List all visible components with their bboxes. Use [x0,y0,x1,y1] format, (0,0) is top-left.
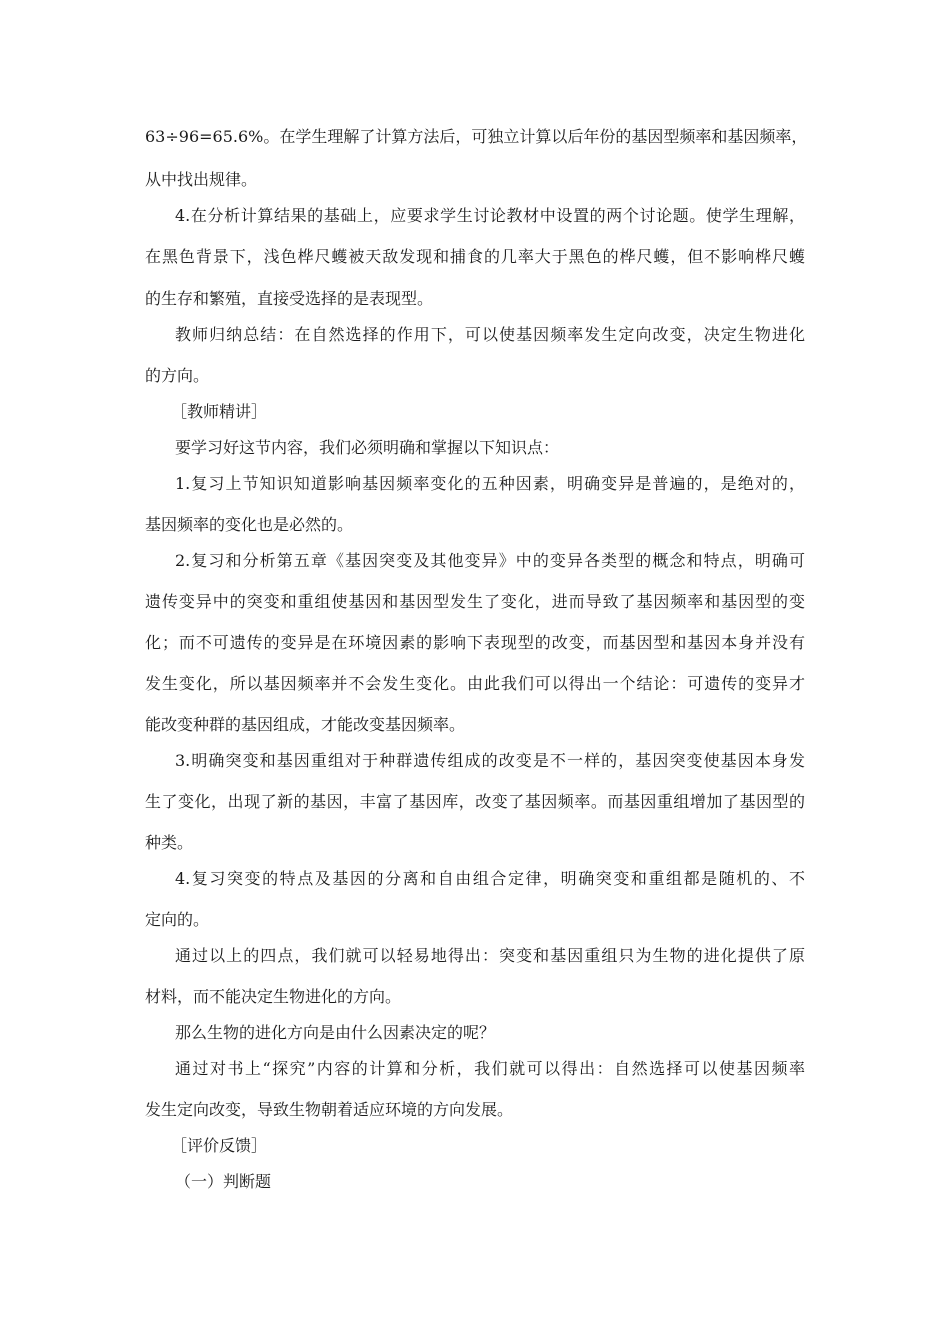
text-line: 遗传变异中的突变和重组使基因和基因型发生了变化，进而导致了基因频率和基因型的变 [145,592,805,611]
section-heading: ［教师精讲］ [171,402,268,421]
text-line: 能改变种群的基因组成，才能改变基因频率。 [145,715,466,734]
text-line: 那么生物的进化方向是由什么因素决定的呢？ [175,1023,496,1042]
text-line: 定向的。 [145,910,210,929]
text-line: 发生定向改变，导致生物朝着适应环境的方向发展。 [145,1100,514,1119]
text-line: 在黑色背景下，浅色桦尺蠖被天敌发现和捕食的几率大于黑色的桦尺蠖，但不影响桦尺蠖 [145,247,805,266]
text-line: 从中找出规律。 [145,170,258,189]
text-line: 要学习好这节内容，我们必须明确和掌握以下知识点： [175,438,560,457]
text-line: 基因频率的变化也是必然的。 [145,515,354,534]
text-line: 通过对书上“探究”内容的计算和分析，我们就可以得出：自然选择可以使基因频率 [175,1059,805,1078]
text-line: 材料，而不能决定生物进化的方向。 [145,987,402,1006]
text-line: 3.明确突变和基因重组对于种群遗传组成的改变是不一样的，基因突变使基因本身发 [175,751,805,770]
section-heading: ［评价反馈］ [171,1136,268,1155]
text-line: 的方向。 [145,366,210,385]
text-line: 生了变化，出现了新的基因，丰富了基因库，改变了基因频率。而基因重组增加了基因型的 [145,792,805,811]
text-line: 63÷96=65.6%。在学生理解了计算方法后，可独立计算以后年份的基因型频率和基因频率， [145,127,808,146]
text-line: 化；而不可遗传的变异是在环境因素的影响下表现型的改变，而基因型和基因本身并没有 [145,633,805,652]
text-line: 种类。 [145,833,194,852]
text-line: 的生存和繁殖，直接受选择的是表现型。 [145,289,434,308]
text-line: 发生变化，所以基因频率并不会发生变化。由此我们可以得出一个结论：可遗传的变异才 [145,674,805,693]
text-line: 2.复习和分析第五章《基因突变及其他变异》中的变异各类型的概念和特点，明确可 [175,551,805,570]
text-line: 通过以上的四点，我们就可以轻易地得出：突变和基因重组只为生物的进化提供了原 [175,946,805,965]
text-line: 4.复习突变的特点及基因的分离和自由组合定律，明确突变和重组都是随机的、不 [175,869,805,888]
text-line: 1.复习上节知识知道影响基因频率变化的五种因素，明确变异是普遍的，是绝对的， [175,474,805,493]
subsection-heading: （一）判断题 [175,1172,272,1191]
text-line: 教师归纳总结：在自然选择的作用下，可以使基因频率发生定向改变，决定生物进化 [175,325,805,344]
text-line: 4.在分析计算结果的基础上，应要求学生讨论教材中设置的两个讨论题。使学生理解， [175,206,805,225]
